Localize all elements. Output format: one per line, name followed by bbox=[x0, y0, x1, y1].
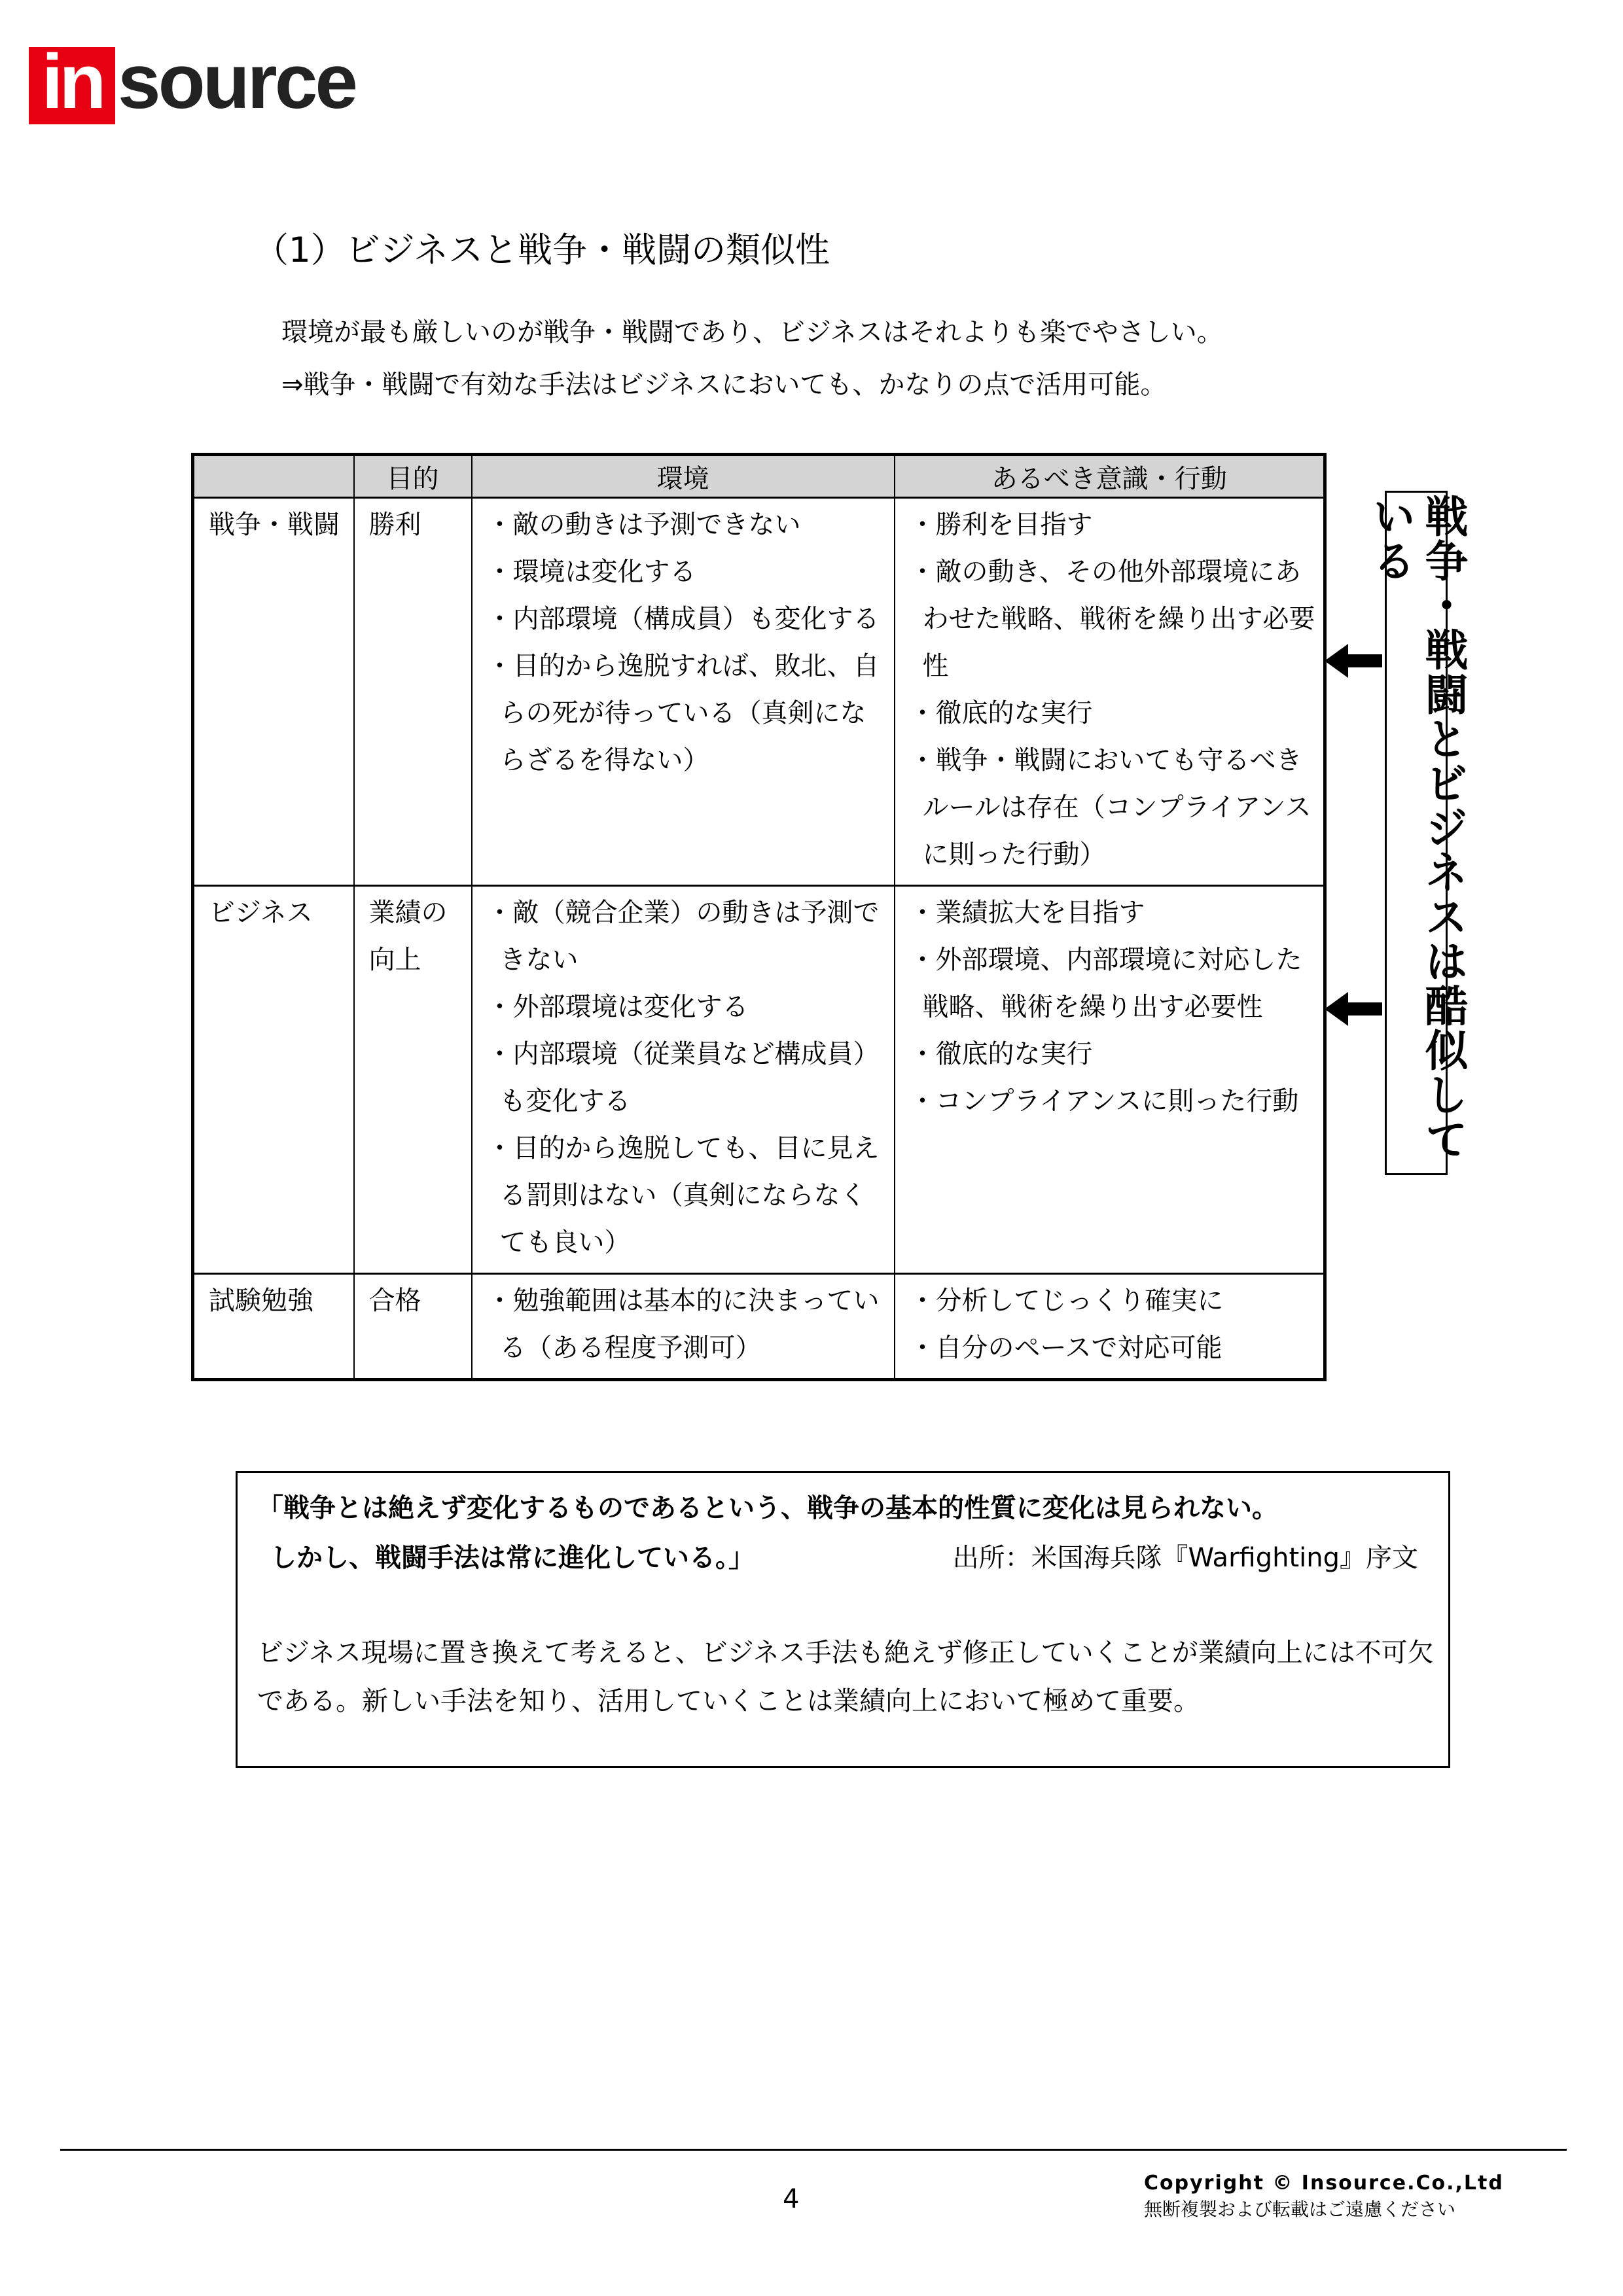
list-item: ・業績拡大を目指す bbox=[909, 898, 1145, 928]
list-item: ・敵の動きは予測できない bbox=[486, 510, 801, 540]
row-purpose: 勝利 bbox=[354, 498, 472, 886]
row-ideal-action bbox=[895, 1274, 1325, 1380]
logo-mark: in bbox=[29, 47, 115, 124]
row-ideal-action bbox=[895, 886, 1325, 1274]
list-item: ・徹底的な実行 bbox=[909, 698, 1093, 728]
row-environment bbox=[472, 498, 895, 886]
side-banner-text: 戦争・戦闘とビジネスは酷似している bbox=[1365, 494, 1468, 1161]
intro-line: 環境が最も厳しいのが戦争・戦闘であり、ビジネスはそれよりも楽でやさしい。 bbox=[281, 317, 1223, 347]
side-banner bbox=[1365, 491, 1468, 1175]
list-item: ・内部環境（従業員など構成員）も変化する bbox=[486, 1039, 880, 1116]
intro-line: ⇒戦争・戦闘で有効な手法はビジネスにおいても、かなりの点で活用可能。 bbox=[281, 370, 1167, 400]
quote-line-2: しかし、戦闘手法は常に進化している。」 bbox=[270, 1543, 755, 1573]
header-empty bbox=[193, 455, 354, 498]
list-item: ・分析してじっくり確実に bbox=[909, 1286, 1224, 1316]
list-item: ・外部環境は変化する bbox=[486, 992, 749, 1022]
row-environment bbox=[472, 886, 895, 1274]
header-ideal-action: あるべき意識・行動 bbox=[895, 455, 1325, 498]
header-environment: 環境 bbox=[472, 455, 895, 498]
table-row bbox=[193, 1274, 1325, 1380]
list-item: ・目的から逸脱すれば、敗北、自らの死が待っている（真剣にならざるを得ない） bbox=[486, 651, 880, 775]
quote-body: ビジネス現場に置き換えて考えると、ビジネス手法も絶えず修正していくことが業績向上には不可欠である。新しい手法を知り、活用していくことは業績向上において極めて重要。 bbox=[257, 1638, 1434, 1716]
row-ideal-action bbox=[895, 498, 1325, 886]
table-row bbox=[193, 498, 1325, 886]
list-item: ・環境は変化する bbox=[486, 557, 696, 587]
intro-text bbox=[281, 306, 1223, 411]
list-item: ・敵の動き、その他外部環境にあわせた戦略、戦術を繰り出す必要性 bbox=[909, 557, 1315, 681]
list-item: ・コンプライアンスに則った行動 bbox=[909, 1086, 1299, 1116]
reproduction-notice: 無断複製および転載はご遠慮ください bbox=[1144, 2199, 1456, 2220]
header-purpose: 目的 bbox=[354, 455, 472, 498]
row-environment bbox=[472, 1274, 895, 1380]
insource-logo bbox=[29, 39, 355, 125]
row-purpose: 業績の向上 bbox=[354, 886, 472, 1274]
logo-wordmark: source bbox=[118, 39, 355, 125]
quote-line-1: 「戦争とは絶えず変化するものであるという、戦争の基本的性質に変化は見られない。 bbox=[257, 1493, 1278, 1523]
quote-source: 出所：米国海兵隊『Warfighting』序文 bbox=[952, 1543, 1418, 1573]
list-item: ・内部環境（構成員）も変化する bbox=[486, 604, 880, 634]
table-row bbox=[193, 886, 1325, 1274]
list-item: ・外部環境、内部環境に対応した戦略、戦術を繰り出す必要性 bbox=[909, 945, 1302, 1022]
row-label: 戦争・戦闘 bbox=[193, 498, 354, 886]
list-item: ・勉強範囲は基本的に決まっている（ある程度予測可） bbox=[486, 1286, 880, 1363]
footer-divider bbox=[60, 2149, 1567, 2151]
page-number: 4 bbox=[783, 2184, 800, 2214]
row-label: ビジネス bbox=[193, 886, 354, 1274]
list-item: ・敵（競合企業）の動きは予測できない bbox=[486, 898, 880, 975]
copyright-text: Copyright © Insource.Co.,Ltd bbox=[1144, 2172, 1504, 2195]
list-item: ・自分のペースで対応可能 bbox=[909, 1333, 1222, 1363]
list-item: ・戦争・戦闘においても守るべきルールは存在（コンプライアンスに則った行動） bbox=[909, 745, 1311, 870]
quote-box bbox=[236, 1471, 1450, 1768]
row-label: 試験勉強 bbox=[193, 1274, 354, 1380]
list-item: ・徹底的な実行 bbox=[909, 1039, 1093, 1069]
row-purpose: 合格 bbox=[354, 1274, 472, 1380]
table-header-row bbox=[193, 455, 1325, 498]
comparison-table bbox=[191, 453, 1327, 1381]
list-item: ・勝利を目指す bbox=[909, 510, 1093, 540]
list-item: ・目的から逸脱しても、目に見える罰則はない（真剣にならなくても良い） bbox=[486, 1133, 880, 1258]
section-title: （1）ビジネスと戦争・戦闘の類似性 bbox=[254, 230, 830, 270]
